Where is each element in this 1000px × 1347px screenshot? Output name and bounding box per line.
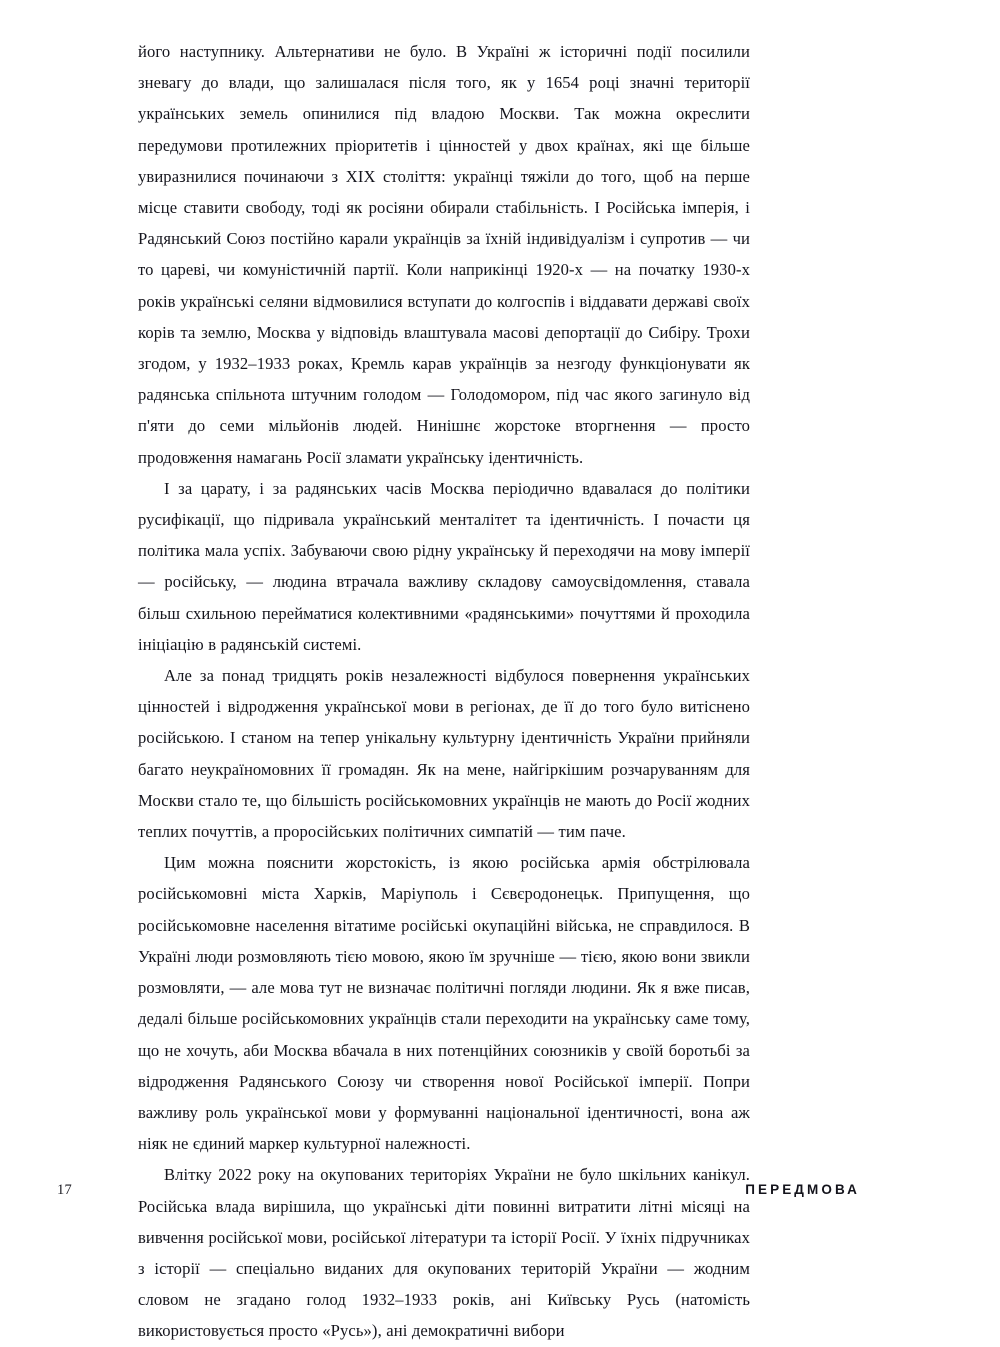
paragraph-5: Влітку 2022 року на окупованих територіях України не було шкільних канікул. Російська влада вирішила, що українські діти повинні витратити літні місяці на вивчення російської мови, російської літератури та історії Росії. У їхніх підручниках з історії — спеціально виданих для окупованих територій України — жодним словом не згадано голод 1932–1933 років, ані Київську Русь (натомість використовується просто «Русь»), ані демократичні вибори <box>138 1165 750 1341</box>
body-text-column <box>138 36 750 1347</box>
paragraph-4: Цим можна пояснити жорстокість, із якою російська армія обстрілювала російськомовні міста Харків, Маріуполь і Сєвєродонецьк. Припущення, що російськомовне населення вітатиме російські окупаційні війська, не справдилося. В Україні люди розмовляють тією мовою, якою їм зручніше — тією, якою вони звикли розмовляти, — але мова тут не визначає політичні погляди людини. Як я вже писав, дедалі більше російськомовних українців стали переходити на українську саме тому, що не хочуть, аби Москва вбачала в них потенційних союзників у своїй боротьбі за відродження Радянського Союзу чи створення нової Російської імперії. Попри важливу роль української мови у формуванні національної ідентичності, вона аж ніяк не єдиний маркер культурної належності. <box>138 853 750 1154</box>
paragraph-1: його наступнику. Альтернативи не було. В Україні ж історичні події посилили зневагу до влади, що залишалася після того, як у 1654 році значні території українських земель опинилися під владою Москви. Так можна окреслити передумови протилежних пріоритетів і цінностей у двох країнах, які ще більше увиразнилися починаючи з XIX століття: українці тяжіли до того, щоб на перше місце ставити свободу, тоді як росіяни обирали стабільність. І Російська імперія, і Радянський Союз постійно карали українців за їхній індивідуалізм і супротив — чи то цареві, чи комуністичній партії. Коли наприкінці 1920-х — на початку 1930-х років українські селяни відмовилися вступати до колгоспів і віддавати державі своїх корів та землю, Москва у відповідь влаштувала масові депортації до Сибіру. Трохи згодом, у 1932–1933 роках, Кремль карав українців за незгоду функціонувати як радянська спільнота штучним голодом — Голодомором, під час якого загинуло від п'яти до семи мільйонів людей. Нинішнє жорстоке вторгнення — просто продовження намагань Росії зламати українську ідентичність. <box>138 42 750 467</box>
page-number: 17 <box>57 1182 73 1198</box>
paragraph-2: І за царату, і за радянських часів Москва періодично вдавалася до політики русифікації, що підривала український менталітет та ідентичність. І почасти ця політика мала успіх. Забуваючи свою рідну українську й переходячи на мову імперії — російську, — людина втрачала важливу складову самоусвідомлення, ставала більш схильною перейматися колективними «радянськими» почуттями й проходила ініціацію в радянській системі. <box>138 478 750 654</box>
paragraph-3: Але за понад тридцять років незалежності відбулося повернення українських цінностей і відродження української мови в регіонах, де її до того було витіснено російською. І станом на тепер унікальну культурну ідентичність України прийняли багато неукраїномовних її громадян. Як на мене, найгіркішим розчаруванням для Москви стало те, що більшість російськомовних українців не мають до Росії жодних теплих почуттів, а проросійських політичних симпатій — тим паче. <box>138 666 750 842</box>
running-head: ПЕРЕДМОВА <box>745 1182 860 1197</box>
page-footer <box>0 1182 1000 1212</box>
